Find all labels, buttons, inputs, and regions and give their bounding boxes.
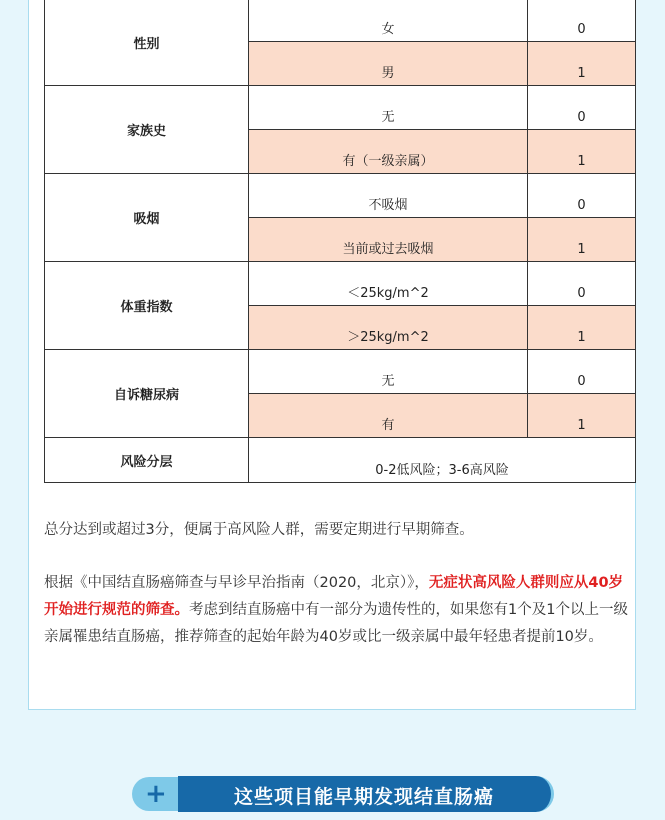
option-score: 0 (528, 0, 636, 42)
factor-smoking: 吸烟 (45, 174, 249, 262)
factor-gender: 性别 (45, 0, 249, 86)
option-label: 男 (249, 42, 528, 86)
guideline-suffix: 考虑到结直肠癌中有一部分为遗传性的，如果您有1个及1个以上一级亲属罹患结直肠癌，推荐筛查的起始年龄为40岁或比一级亲属中最年轻患者提前10岁。 (44, 602, 628, 645)
risk-stratification-label: 风险分层 (45, 438, 249, 483)
option-label: 当前或过去吸烟 (249, 218, 528, 262)
option-score: 1 (528, 394, 636, 438)
banner-title-bar (178, 776, 554, 812)
guideline-paragraph (44, 570, 636, 651)
option-label: 女 (249, 0, 528, 42)
option-label: 无 (249, 350, 528, 394)
option-label: 有 (249, 394, 528, 438)
guideline-highlight: 无症状高风险人群则应从40岁开始进行规范的筛查。 (44, 575, 624, 618)
option-score: 0 (528, 262, 636, 306)
factor-bmi: 体重指数 (45, 262, 249, 350)
option-score: 1 (528, 130, 636, 174)
guideline-prefix: 根据《中国结直肠癌筛查与早诊早治指南（2020，北京）》， (44, 575, 429, 591)
factor-diabetes: 自诉糖尿病 (45, 350, 249, 438)
option-score: 1 (528, 306, 636, 350)
banner-title: 这些项目能早期发现结直肠癌 (234, 786, 495, 808)
plus-icon: + (145, 779, 167, 809)
option-label: ＜25kg/m^2 (249, 262, 528, 306)
option-score: 0 (528, 350, 636, 394)
score-threshold-paragraph: 总分达到或超过3分，便属于高风险人群，需要定期进行早期筛查。 (44, 522, 474, 538)
option-score: 0 (528, 174, 636, 218)
option-score: 1 (528, 42, 636, 86)
risk-stratification-value: 0-2低风险；3-6高风险 (249, 438, 636, 483)
plus-badge (132, 777, 180, 811)
risk-score-table (44, 0, 636, 483)
option-label: 无 (249, 86, 528, 130)
option-score: 1 (528, 218, 636, 262)
section-banner (132, 776, 556, 814)
option-label: 有（一级亲属） (249, 130, 528, 174)
option-label: 不吸烟 (249, 174, 528, 218)
factor-family-history: 家族史 (45, 86, 249, 174)
option-score: 0 (528, 86, 636, 130)
option-label: ＞25kg/m^2 (249, 306, 528, 350)
